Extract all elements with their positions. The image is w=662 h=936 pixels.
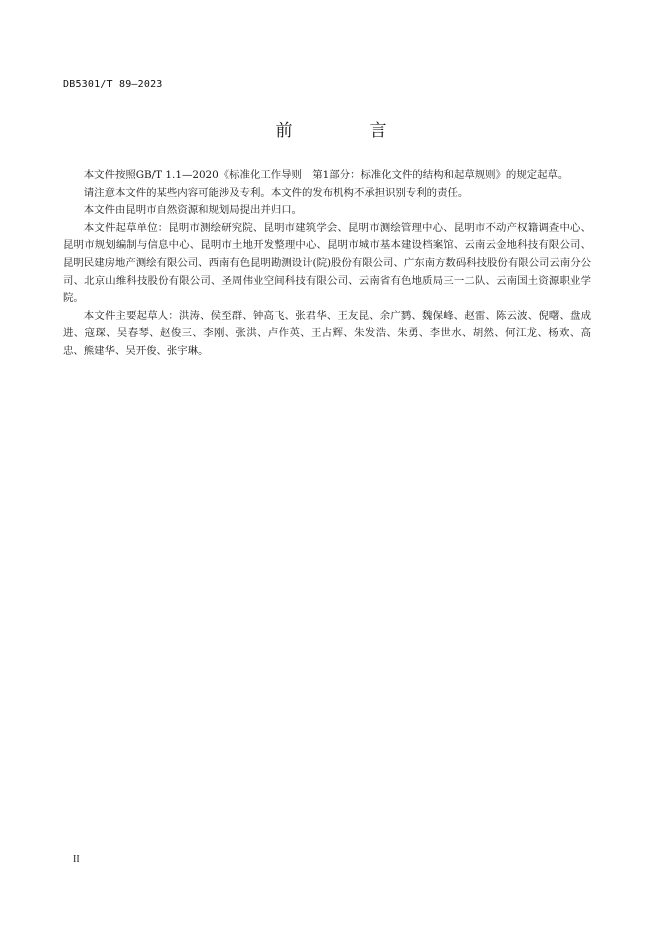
paragraph-drafting-units: 本文件起草单位：昆明市测绘研究院、昆明市建筑学会、昆明市测绘管理中心、昆明市不动产权籍调查中心、昆明市规划编制与信息中心、昆明市土地开发整理中心、昆明市城市基本建设档案馆、云南云金地科技有限公司、昆明民建房地产测绘有限公司、西南有色昆明勘测设计(院)股份有限公司、广东南方数码科技股份有限公司云南分公司、北京山维科技股份有限公司、圣周伟业空间科技有限公司、云南省有色地质局三一二队、云南国土资源职业学院。 bbox=[63, 221, 591, 305]
page-number: II bbox=[73, 854, 80, 865]
page-title: 前 言 bbox=[275, 121, 417, 141]
paragraph-proposer: 本文件由昆明市自然资源和规划局提出并归口。 bbox=[83, 204, 302, 217]
paragraph-patent-notice: 请注意本文件的某些内容可能涉及专利。本文件的发布机构不承担识别专利的责任。 bbox=[83, 186, 469, 199]
foreword-body bbox=[63, 167, 591, 361]
document-code: DB5301/T 89—2023 bbox=[63, 79, 163, 90]
paragraph-drafting-rules: 本文件按照GB/T 1.1—2020《标准化工作导则 第1部分：标准化文件的结构和起草规则》的规定起草。 bbox=[83, 169, 569, 181]
paragraph-main-drafters: 本文件主要起草人：洪涛、侯至群、钟高飞、张君华、王友昆、余广鹨、魏保峰、赵雷、陈云波、倪曙、盘成进、寇琛、吴春琴、赵俊三、李刚、张洪、卢作英、王占辉、朱发浩、朱勇、李世水、胡然、何江龙、杨欢、高忠、熊建华、吴开俊、张宇琳。 bbox=[63, 309, 591, 357]
